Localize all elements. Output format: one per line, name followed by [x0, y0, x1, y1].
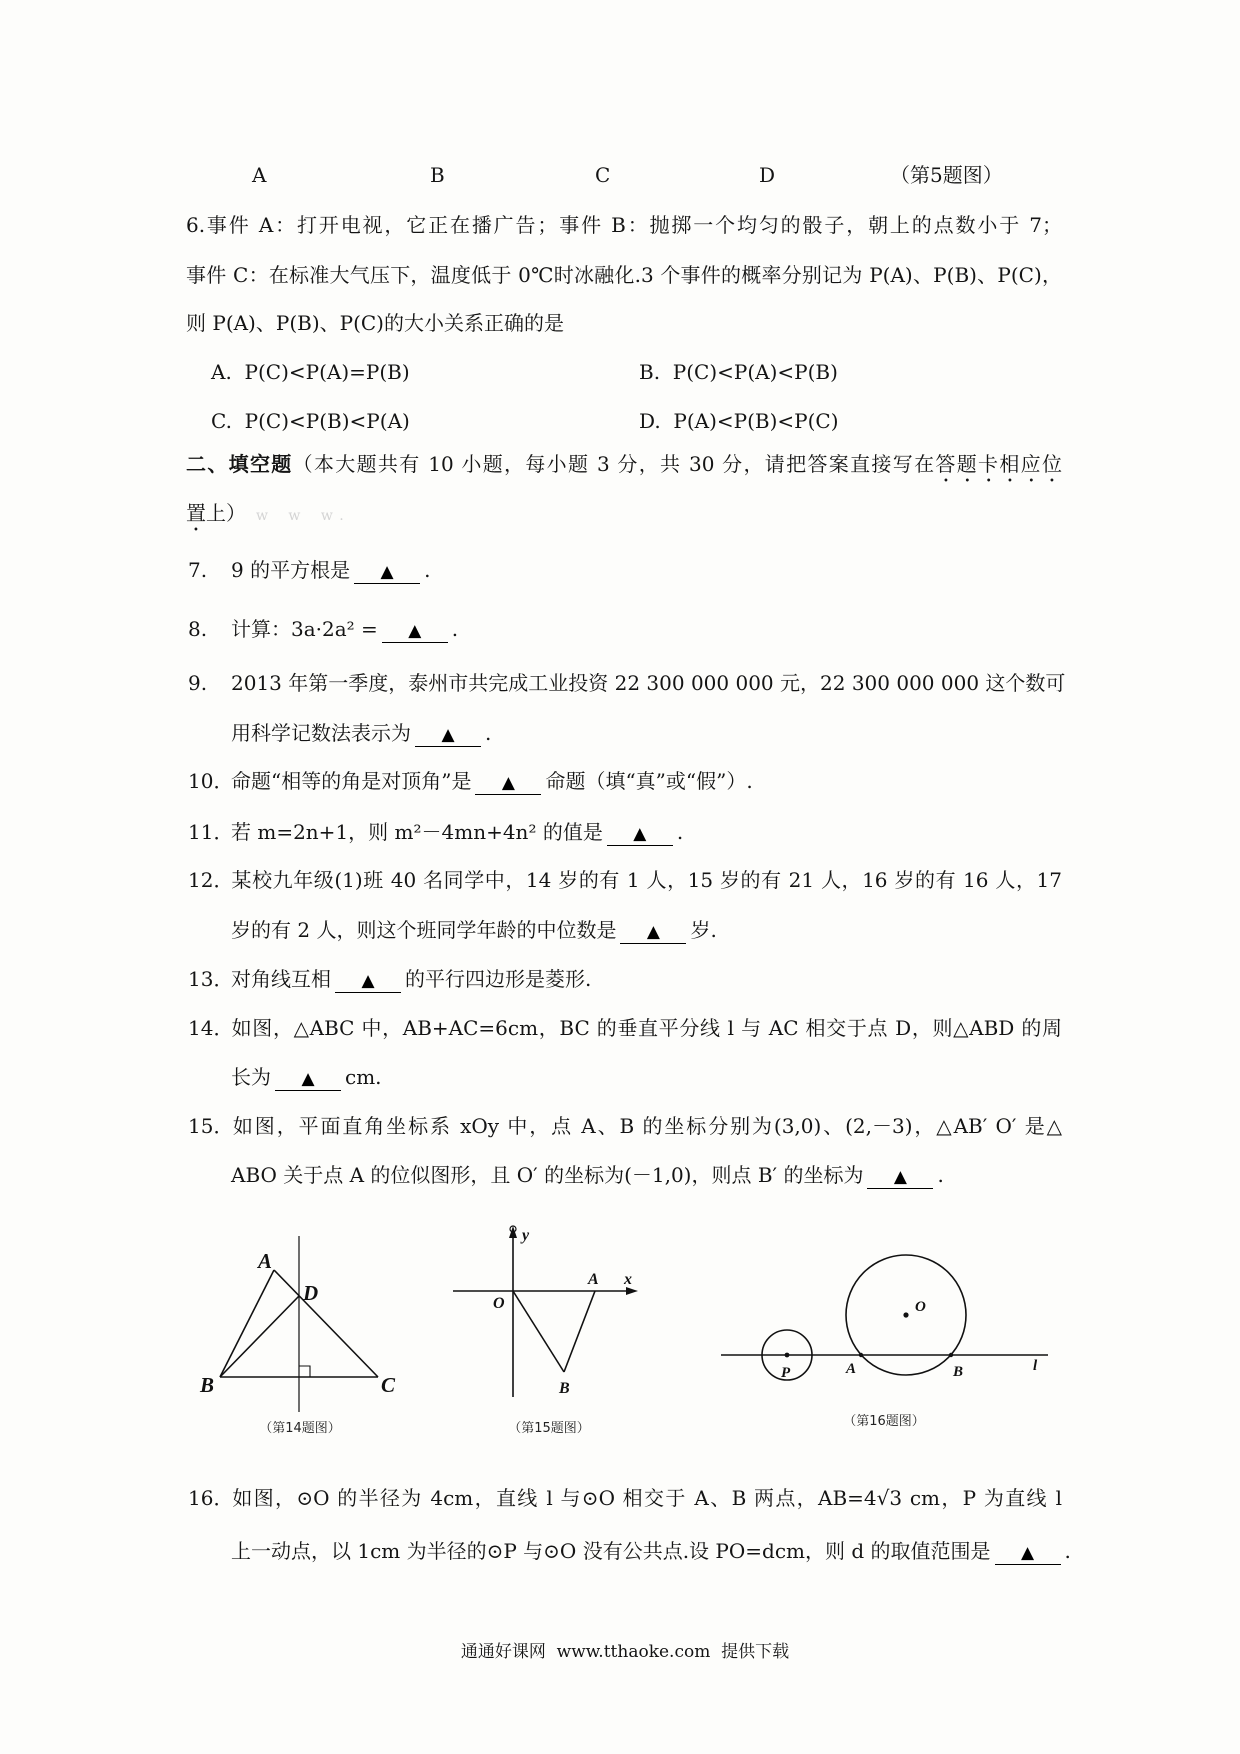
q5-figure-label-c: C	[595, 163, 611, 187]
question-text: 如图，⊙O 的半径为 4cm，直线 l 与⊙O 相交于 A、B 两点，AB=4√3 cm，P 为直线 l	[231, 1486, 1062, 1510]
question-number: 11．	[188, 820, 234, 844]
fig15-label-y: y	[522, 1227, 530, 1244]
x-axis-arrow-icon	[626, 1287, 638, 1295]
q6-option-b: B. P(C)<P(A)<P(B)	[639, 360, 838, 384]
fig15-label-x: x	[624, 1271, 632, 1288]
q6-line-3: 则 P(A)、P(B)、P(C)的大小关系正确的是	[186, 311, 564, 335]
answer-blank: ▲	[335, 970, 401, 993]
figure-16	[721, 1255, 1048, 1380]
section-instructions: （本大题共有 10 小题，每小题 3 分，共 30 分，请把答案直接写在	[292, 452, 936, 476]
segment-bd	[220, 1296, 299, 1377]
fig14-label-d: D	[303, 1281, 319, 1305]
question-text-end: .	[937, 1163, 944, 1187]
section-title: 二、填空题	[186, 452, 293, 476]
page-footer: 通通好课网 www.tthaoke.com 提供下载	[460, 1642, 790, 1662]
segment-ba	[220, 1270, 274, 1377]
q6-option-d: D. P(A)<P(B)<P(C)	[639, 409, 839, 433]
question-number: 8.	[188, 617, 208, 641]
question-number: 12．	[188, 868, 234, 892]
answer-blank: ▲	[382, 620, 448, 643]
q6-option-a: A. P(C)<P(A)=P(B)	[211, 360, 410, 384]
question-number: 14．	[188, 1016, 234, 1040]
figure-14	[220, 1236, 378, 1412]
fig14-label-c: C	[381, 1373, 396, 1397]
question-text-end: cm.	[345, 1065, 382, 1089]
q5-figure-label-b: B	[430, 163, 445, 187]
q5-figure-label-d: D	[759, 163, 776, 187]
question-text: 如图，平面直角坐标系 xOy 中，点 A、B 的坐标分别为(3,0)、(2,－3)，△AB′ O′ 是△	[231, 1114, 1062, 1138]
q6-line-2: 事件 C：在标准大气压下，温度低于 0℃时冰融化.3 个事件的概率分别记为 P(A)、P(B)、P(C)，	[186, 263, 1062, 287]
fig16-label-o: O	[915, 1299, 926, 1315]
question-text: 岁的有 2 人，则这个班同学年龄的中位数是	[231, 918, 617, 942]
question-text: 命题“相等的角是对顶角”是	[231, 769, 472, 793]
answer-blank: ▲	[354, 561, 420, 584]
question-text-end: .	[451, 617, 459, 641]
point-b-dot	[949, 1353, 953, 1357]
question-text: 2013 年第一季度，泰州市共完成工业投资 22 300 000 000 元，22 300 000 000 这个数可	[231, 671, 1066, 695]
fig14-label-a: A	[258, 1249, 273, 1273]
segment-ba	[564, 1291, 595, 1372]
answer-blank: ▲	[867, 1166, 933, 1189]
answer-blank: ▲	[475, 772, 541, 795]
question-text: ABO 关于点 A 的位似图形，且 O′ 的坐标为(－1,0)，则点 B′ 的坐标为	[231, 1163, 864, 1187]
right-angle-mark	[299, 1366, 310, 1377]
question-number: 13．	[188, 967, 234, 991]
answer-blank: ▲	[607, 823, 673, 846]
question-text: 某校九年级(1)班 40 名同学中，14 岁的有 1 人，15 岁的有 21 人，16 岁的有 16 人，17	[231, 868, 1062, 892]
question-number: 15．	[188, 1114, 234, 1138]
answer-blank: ▲	[275, 1068, 341, 1091]
question-text-end: 命题（填“真”或“假”）.	[545, 769, 753, 793]
figure-15	[453, 1232, 633, 1397]
question-text: 如图，△ABC 中，AB+AC=6cm，BC 的垂直平分线 l 与 AC 相交于点 D，则△ABD 的周	[231, 1016, 1062, 1040]
question-text: 长为	[231, 1065, 271, 1089]
answer-blank: ▲	[415, 724, 481, 747]
fig15-label-b: B	[559, 1380, 570, 1397]
question-number: 9.	[188, 671, 208, 695]
watermark-text: w w w.	[256, 508, 352, 524]
fig15-label-o: O	[493, 1295, 505, 1312]
question-text-end: .	[485, 721, 492, 745]
q6-line-1: 6.事件 A：打开电视，它正在播广告；事件 B：抛掷一个均匀的骰子，朝上的点数小于 7；	[186, 213, 1062, 237]
question-number: 7.	[188, 558, 208, 582]
fig16-label-l: l	[1033, 1358, 1038, 1374]
q5-figure-caption: （第5题图）	[890, 163, 1003, 187]
fig15-label-a: A	[588, 1271, 599, 1288]
q6-option-c: C. P(C)<P(B)<P(A)	[211, 409, 410, 433]
fig14-caption: （第14题图）	[259, 1421, 341, 1436]
question-text: 计算：3a·2a² =	[231, 617, 378, 641]
question-text-end: 岁.	[690, 918, 717, 942]
segment-ac	[274, 1270, 378, 1377]
section-instructions-emphasis: 答题卡相应位	[935, 452, 1063, 476]
fig16-label-p: P	[781, 1365, 791, 1381]
question-16-line-1	[188, 1485, 1062, 1511]
point-a-dot	[859, 1353, 863, 1357]
fig16-caption: （第16题图）	[843, 1414, 925, 1429]
question-text: 对角线互相	[231, 967, 331, 991]
fig15-caption: （第15题图）	[508, 1421, 590, 1436]
segment-ob	[513, 1291, 564, 1372]
answer-blank: ▲	[620, 921, 686, 944]
question-number: 10．	[188, 769, 234, 793]
question-text: 上一动点，以 1cm 为半径的⊙P 与⊙O 没有公共点.设 PO=dcm，则 d 的取值范围是	[231, 1539, 991, 1563]
question-number: 16．	[188, 1486, 234, 1510]
center-p-dot	[785, 1353, 790, 1358]
question-text-end: .	[676, 820, 684, 844]
question-text-end: .	[1064, 1539, 1071, 1563]
answer-blank: ▲	[995, 1542, 1061, 1565]
question-text: 用科学记数法表示为	[231, 721, 411, 745]
center-o-dot	[903, 1312, 908, 1317]
question-16-line-2	[231, 1538, 1071, 1565]
section-instructions-end: 上）	[206, 501, 246, 525]
fig16-label-a: A	[846, 1361, 857, 1377]
question-text: 若 m=2n+1，则 m²－4mn+4n² 的值是	[231, 820, 603, 844]
q5-figure-label-a: A	[252, 163, 267, 187]
fig16-label-b: B	[953, 1364, 964, 1380]
section-instructions-emphasis-2: 置	[186, 501, 206, 525]
fig14-label-b: B	[200, 1373, 215, 1397]
question-text-end: .	[424, 558, 431, 582]
question-text: 9 的平方根是	[231, 558, 351, 582]
question-text-end: 的平行四边形是菱形.	[405, 967, 592, 991]
